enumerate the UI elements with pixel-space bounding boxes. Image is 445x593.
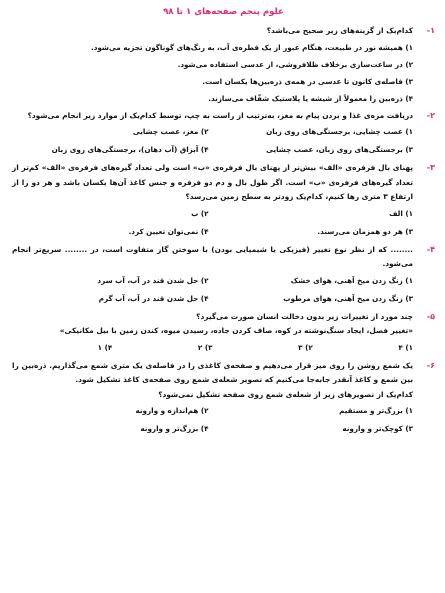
- question-prompt: کدام‌یک از تصویرهای زیر از شعله‌ی شمع روی صفحه تشکیل نمی‌شود؟: [158, 389, 413, 399]
- question-number: ۳-: [426, 163, 435, 172]
- option[interactable]: ۴) ذره‌بین را معمولاً از شیشه یا پلاستیک شفّاف می‌سازند.: [208, 93, 413, 103]
- option[interactable]: ۱) زنگ زدن میخ آهنی، هوای خشک: [290, 275, 413, 285]
- option[interactable]: ۲) هم‌اندازه و وارونه: [135, 406, 209, 415]
- question-5: [12, 310, 435, 357]
- option[interactable]: ۳) کوچک‌تر و وارونه: [342, 424, 413, 433]
- option[interactable]: ۲) حل شدن قند در آب، آب سرد: [97, 275, 209, 285]
- option[interactable]: ۴) حل شدن قند در آب، آب گرم: [98, 293, 209, 303]
- question-stem: ........ که از نظر نوع تغییر (فیزیکی یا شیمیایی بودن) با سوختن گاز متفاوت است، در ........ سریع‌تر انجام می‌شود.: [12, 244, 413, 268]
- option[interactable]: ۴) آبزاق (آب دهان)، برجستگی‌های روی زبان: [51, 145, 209, 154]
- question-1: [12, 24, 435, 107]
- question-2: [12, 109, 435, 160]
- option[interactable]: ۱) بزرگ‌تر و مستقیم: [339, 406, 413, 415]
- page-title: علوم پنجم صفحه‌های ۱ تا ۹۸: [163, 7, 284, 17]
- option[interactable]: ۱) الف: [389, 208, 413, 218]
- option[interactable]: ۱) عصب چشایی، برجستگی‌های روی زبان: [266, 127, 413, 136]
- option[interactable]: ۳) ۲: [197, 342, 213, 352]
- question-number: ۱-: [426, 26, 435, 35]
- question-stem: کدام‌یک از گزینه‌های زیر صحیح می‌باشد؟: [266, 26, 413, 35]
- options-grid: [12, 339, 413, 357]
- option[interactable]: ۳) هر دو همزمان می‌رسند.: [317, 226, 413, 236]
- option[interactable]: ۲) در ساعت‌سازی برخلاف ظلافروشی، از عدسی استفاده می‌شود.: [177, 59, 413, 69]
- options-grid: [12, 272, 413, 308]
- question-6: [12, 359, 435, 439]
- question-number: ۶-: [426, 360, 435, 370]
- option[interactable]: ۴) ۱: [97, 342, 113, 352]
- options-grid: [12, 402, 413, 438]
- question-4: [12, 243, 435, 308]
- question-stem: یک شمع روشن را روی میز قرار می‌دهیم و صفحه‌ی کاغذی را در فاصله‌ی یک متری شمع می‌گذاریم. ذره‌بین را بین شمع و کاغذ آنقدر جابه‌جا می‌کنیم که تصویر شعله‌ی شمع روی صفحه‌ی کاغذ تشکیل شود.: [12, 360, 413, 384]
- option[interactable]: ۲) مغز، عصب چشایی: [132, 127, 209, 136]
- option[interactable]: ۴) نمی‌توان تعیین کرد.: [128, 226, 209, 236]
- question-number: ۲-: [426, 110, 435, 120]
- option[interactable]: ۱) همیشه نور در طبیعت، هنگام عبور از یک قطره‌ی آب، به رنگ‌های گوناگون تجزیه می‌شود.: [90, 42, 413, 52]
- option[interactable]: ۱) ۴: [398, 342, 413, 352]
- option[interactable]: ۲) ب: [191, 208, 209, 218]
- question-stem: پهنای بال فرفره‌ی «الف» بیش‌تر از پهنای بال فرفره‌ی «ب» است ولی تعداد گیره‌های فرفره‌ی «الف» کم‌تر از تعداد گیره‌های فرفره‌ی «ب» است. اگر طول بال و دم دو فرفره و جنس کاغذ آن‌ها یکسان باشد و هر دو را از ارتفاع ۳ متری رها کنیم، کدام‌یک زودتر به سطح زمین می‌رسد؟: [12, 163, 413, 201]
- question-3: [12, 161, 435, 241]
- option[interactable]: ۴) بزرگ‌تر و وارونه: [140, 424, 209, 433]
- option[interactable]: ۲) ۳: [298, 342, 313, 352]
- options-grid: [12, 205, 413, 241]
- question-stem: دریافت مزه‌ی غذا و بردن پیام به مغز، به‌ترتیب از راست به چپ، توسط کدام‌یک از موارد زیر انجام می‌شود؟: [27, 110, 413, 120]
- options-grid: [12, 123, 413, 159]
- question-number: ۴-: [426, 244, 435, 254]
- option[interactable]: ۳) زنگ زدن میخ آهنی، هوای مرطوب: [283, 293, 413, 303]
- question-number: ۵-: [426, 311, 435, 321]
- option[interactable]: ۳) فاصله‌ی کانون تا عدسی در همه‌ی ذره‌بین‌ها یکسان است.: [202, 76, 413, 86]
- question-context: «تغییر فصل، ایجاد سنگ‌نوشته در کوه، صاف کردن جاده، رسیدن میوه، کندن زمین با بیل مکانیکی»: [59, 326, 413, 335]
- option[interactable]: ۳) برجستگی‌های روی زبان، عصب چشایی: [266, 145, 413, 154]
- question-stem: چند مورد از تغییرات زیر بدون دخالت انسان صورت می‌گیرد؟: [196, 311, 413, 321]
